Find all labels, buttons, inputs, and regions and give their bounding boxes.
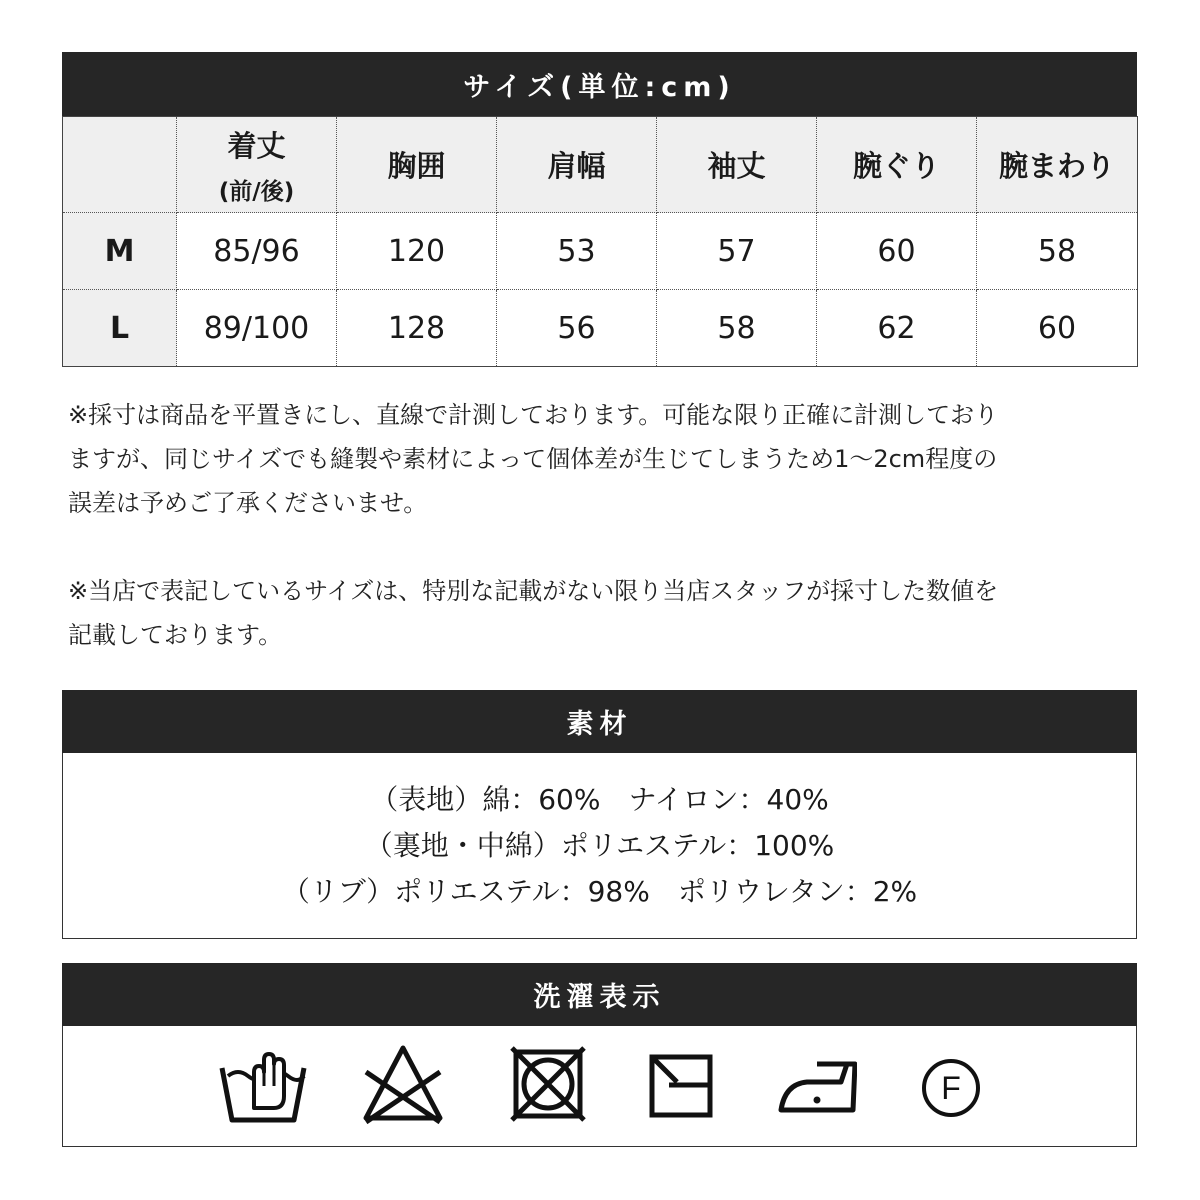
line-dry-shade-icon — [649, 1054, 713, 1118]
size-section-header — [62, 52, 1137, 116]
header-shoulder-label: 肩幅 — [547, 149, 606, 183]
size-section-title: サイズ(単位:cm) — [463, 71, 736, 103]
material-line: （表地）綿：60% ナイロン：40% — [370, 782, 829, 816]
header-chest-label: 胸囲 — [387, 149, 446, 183]
dry-clean-f-icon — [920, 1057, 982, 1119]
table-cell: 128 — [337, 290, 497, 367]
table-cell: 57 — [657, 213, 817, 290]
material-line: （裏地・中綿）ポリエステル：100% — [364, 828, 835, 862]
material-section-title: 素材 — [566, 709, 633, 740]
header-cell-arm-circumference — [977, 117, 1138, 213]
header-length-label: 着丈 — [227, 128, 286, 163]
header-armhole-label: 腕ぐり — [852, 149, 940, 183]
table-row — [63, 213, 1138, 290]
table-row — [63, 290, 1138, 367]
header-cell-chest — [337, 117, 497, 213]
size-label-l: L — [63, 290, 177, 367]
note-line: 記載しております。 — [68, 621, 283, 649]
material-line: （リブ）ポリエステル：98% ポリウレタン：2% — [281, 874, 918, 908]
no-tumble-dry-icon — [510, 1046, 586, 1122]
note-line: ※当店で表記しているサイズは、特別な記載がない限り当店スタッフが採寸した数値を — [68, 577, 999, 605]
note-line: ※採寸は商品を平置きにし、直線で計測しております。可能な限り正確に計測しており — [68, 401, 999, 429]
no-bleach-icon — [360, 1042, 446, 1126]
table-cell: 58 — [977, 213, 1138, 290]
size-table — [62, 116, 1138, 367]
care-section-title: 洗濯表示 — [533, 982, 666, 1013]
material-list — [62, 753, 1137, 939]
note-line: 誤差は予めご了承くださいませ。 — [68, 489, 428, 517]
care-symbols-panel — [62, 1026, 1137, 1147]
table-cell: 120 — [337, 213, 497, 290]
table-cell: 56 — [497, 290, 657, 367]
table-cell: 89/100 — [177, 290, 337, 367]
header-cell-shoulder — [497, 117, 657, 213]
iron-low-icon — [777, 1056, 857, 1116]
size-table-header-row — [63, 117, 1138, 213]
header-cell-length — [177, 117, 337, 213]
table-cell: 53 — [497, 213, 657, 290]
size-label-m: M — [63, 213, 177, 290]
hand-wash-icon — [218, 1046, 308, 1126]
header-cell-sleeve — [657, 117, 817, 213]
dry-clean-letter: F — [941, 1070, 961, 1106]
table-cell: 85/96 — [177, 213, 337, 290]
measurement-note — [68, 393, 1138, 525]
header-cell-blank — [63, 117, 177, 213]
table-cell: 62 — [817, 290, 977, 367]
header-cell-armhole — [817, 117, 977, 213]
table-cell: 60 — [817, 213, 977, 290]
table-cell: 60 — [977, 290, 1138, 367]
size-source-note — [68, 569, 1138, 657]
header-sleeve-label: 袖丈 — [707, 149, 766, 183]
header-arm-circumference-label: 腕まわり — [998, 149, 1115, 183]
header-length-sub: (前/後) — [218, 178, 295, 205]
material-section-header — [62, 690, 1137, 753]
table-cell: 58 — [657, 290, 817, 367]
care-section-header — [62, 963, 1137, 1026]
note-line: ますが、同じサイズでも縫製や素材によって個体差が生じてしまうため1～2cm程度の — [68, 445, 998, 473]
